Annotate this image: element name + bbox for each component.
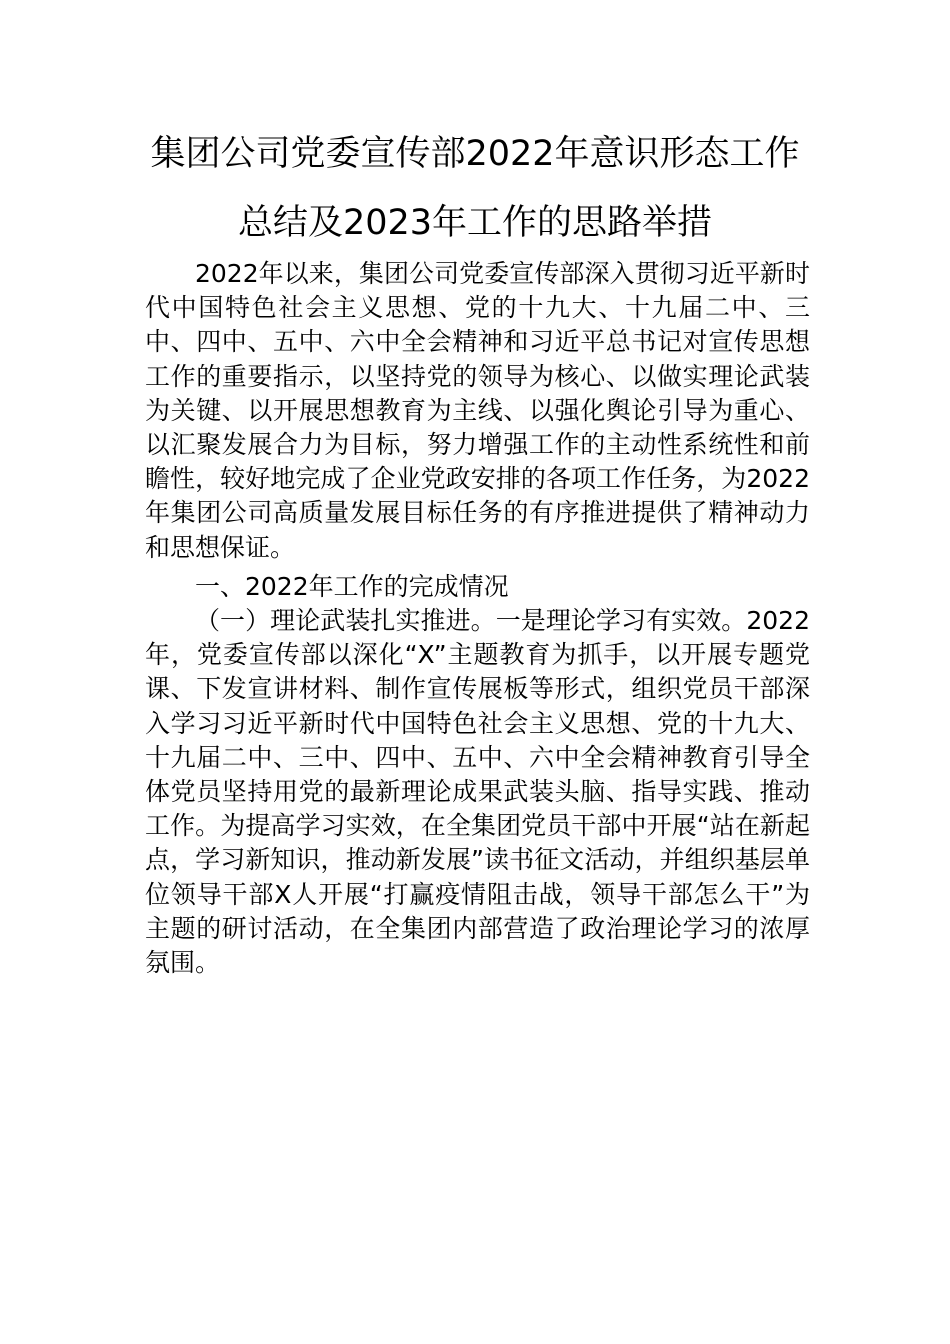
document-title-line-1: 集团公司党委宣传部2022年意识形态工作	[150, 134, 800, 174]
document-title-line-2: 总结及2023年工作的思路举措	[237, 203, 713, 243]
body-paragraph-intro: 2022年以来，集团公司党委宣传部深入贯彻习近平新时代中国特色社会主义思想、党的十九大、十九届二中、三中、四中、五中、六中全会精神和习近平总书记对宣传思想工作的重要指示，以坚持党的领导为核心、以做实理论武装为关键、以开展思想教育为主线、以强化舆论引导为重心、以汇聚发展合力为目标，努力增强工作的主动性系统性和前瞻性，较好地完成了企业党政安排的各项工作任务，为2022年集团公司高质量发展目标任务的有序推进提供了精神动力和思想保证。	[145, 259, 810, 562]
section-heading: 一、2022年工作的完成情况	[195, 572, 509, 601]
body-paragraph-theory: （一）理论武装扎实推进。一是理论学习有实效。2022年，党委宣传部以深化“X”主题教育为抓手，以开展专题党课、下发宣讲材料、制作宣传展板等形式，组织党员干部深入学习习近平新时代中国特色社会主义思想、党的十九大、十九届二中、三中、四中、五中、六中全会精神教育引导全体党员坚持用党的最新理论成果武装头脑、指导实践、推动工作。为提高学习实效，在全集团党员干部中开展“站在新起点，学习新知识，推动新发展”读书征文活动，并组织基层单位领导干部X人开展“打赢疫情阻击战，领导干部怎么干”为主题的研讨活动，在全集团内部营造了政治理论学习的浓厚氛围。	[145, 606, 810, 978]
